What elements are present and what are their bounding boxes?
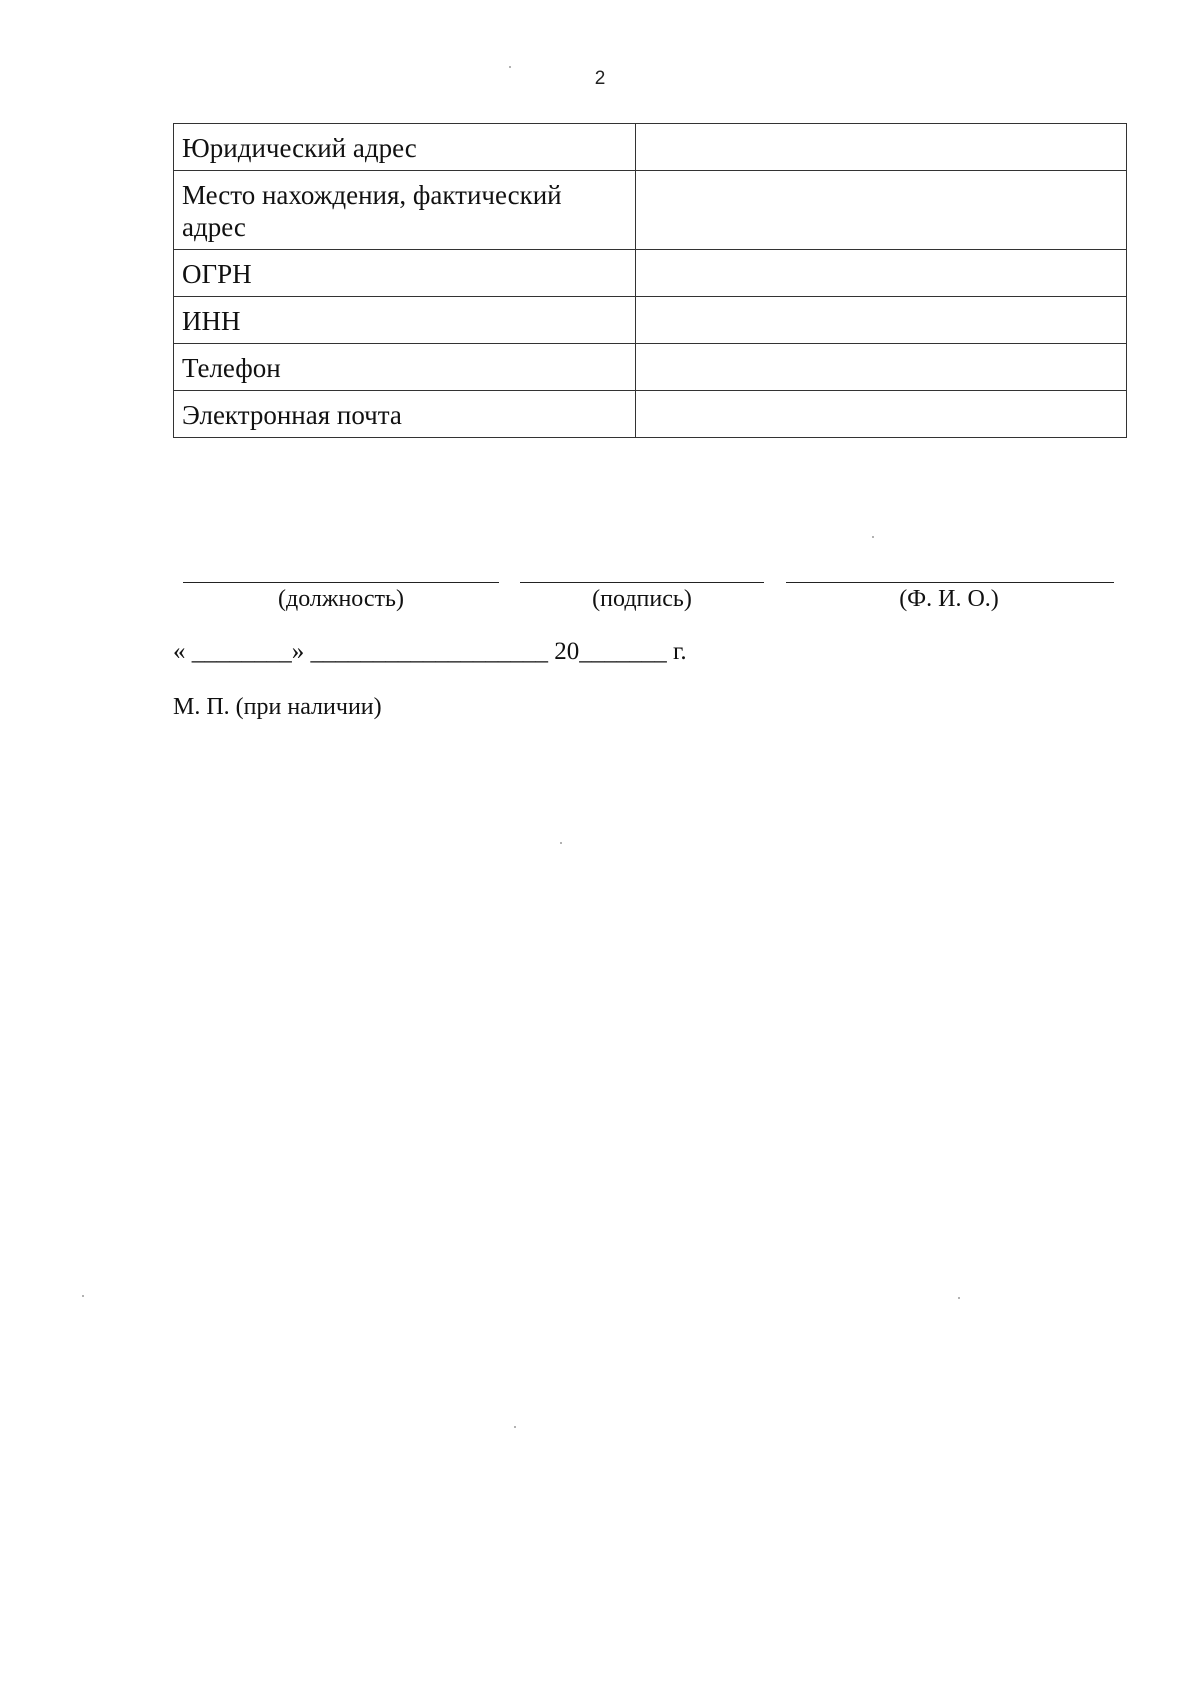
signature-line[interactable]: [520, 582, 764, 583]
row-label-legal-address: Юридический адрес: [174, 124, 636, 171]
table-row-email: [174, 391, 1127, 438]
table-row-legal-address: [174, 124, 1127, 171]
scan-speck: [560, 842, 562, 844]
row-value-ogrn[interactable]: [636, 250, 1127, 297]
row-label-email: Электронная почта: [174, 391, 636, 438]
position-caption: (должность): [278, 586, 404, 612]
row-value-legal-address[interactable]: [636, 124, 1127, 171]
table-row-phone: [174, 344, 1127, 391]
position-signature-line[interactable]: [183, 582, 499, 583]
row-value-inn[interactable]: [636, 297, 1127, 344]
date-line[interactable]: « ________» ___________________ 20_______ г.: [173, 638, 687, 665]
scan-speck: [82, 1295, 84, 1297]
signature-caption: (подпись): [592, 586, 692, 612]
row-value-email[interactable]: [636, 391, 1127, 438]
row-value-phone[interactable]: [636, 344, 1127, 391]
row-label-inn: ИНН: [174, 297, 636, 344]
requisites-table: [173, 123, 1127, 438]
scan-speck: [872, 536, 874, 538]
row-label-ogrn: ОГРН: [174, 250, 636, 297]
table-row-actual-address: [174, 171, 1127, 250]
row-label-actual-address: Место нахождения, фактический адрес: [174, 171, 636, 250]
scan-speck: [958, 1297, 960, 1299]
page-number: 2: [594, 68, 606, 89]
row-label-phone: Телефон: [174, 344, 636, 391]
stamp-note: М. П. (при наличии): [173, 694, 382, 720]
full-name-caption: (Ф. И. О.): [899, 586, 999, 612]
table-row-ogrn: [174, 250, 1127, 297]
row-value-actual-address[interactable]: [636, 171, 1127, 250]
scan-speck: [509, 66, 511, 68]
full-name-signature-line[interactable]: [786, 582, 1114, 583]
scan-speck: [514, 1426, 516, 1428]
table-row-inn: [174, 297, 1127, 344]
